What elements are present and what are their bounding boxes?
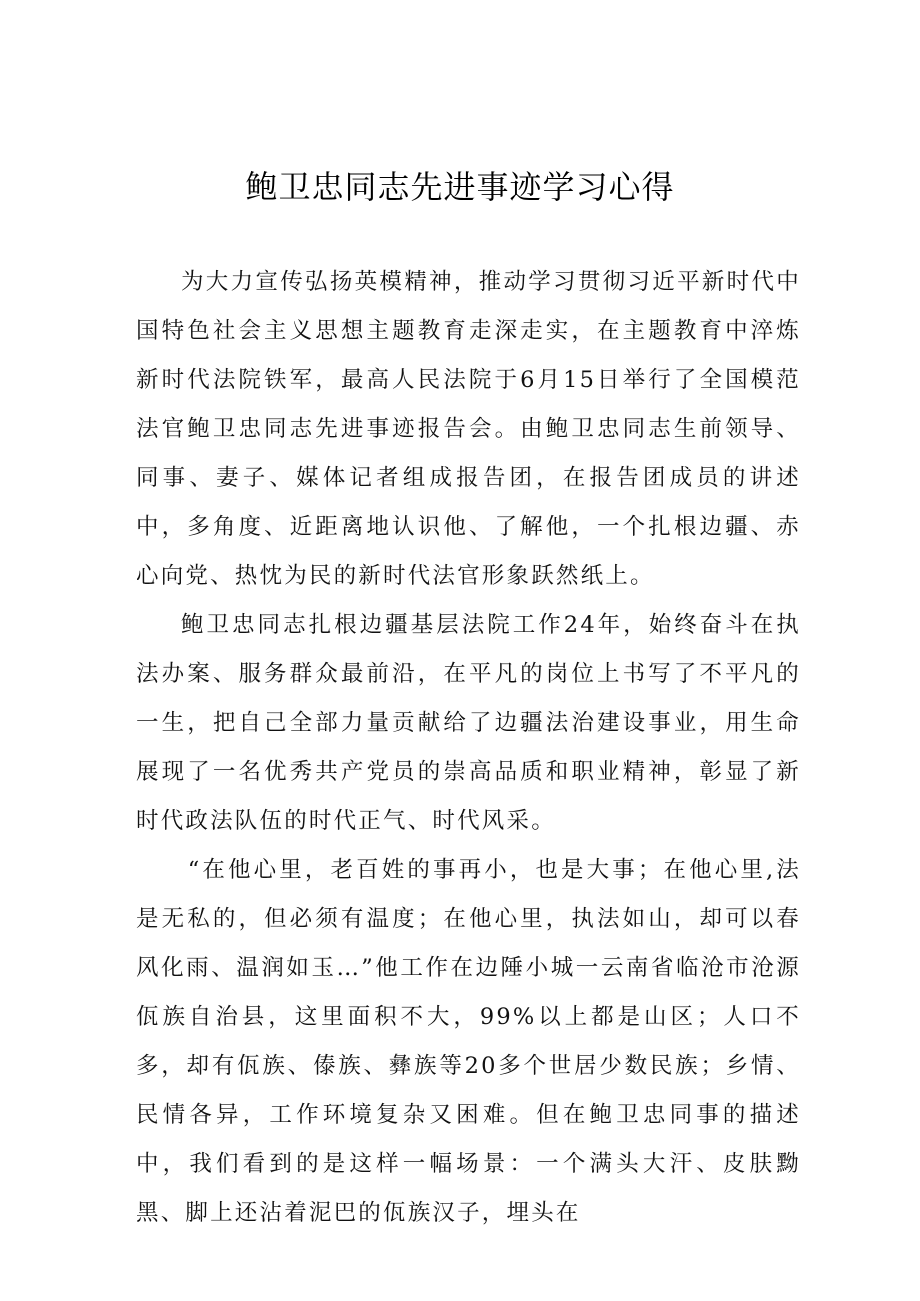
paragraph-quote: “在他心里，老百姓的事再小，也是大事；在他心里,法是无私的，但必须有温度；在他心里，执法如山，却可以春风化雨、温润如玉…”他工作在边陲小城一云南省临沧市沧源佤族自治县，这里面积不大，99%以上都是山区；人口不多，却有佤族、傣族、彝族等20多个世居少数民族；乡情、民情各异，工作环境复杂又困难。但在鲍卫忠同事的描述中，我们看到的是这样一幅场景：一个满头大汗、皮肤黝黑、脚上还沾着泥巴的佤族汉子，埋头在: [136, 857, 801, 1226]
document-body: [136, 258, 801, 1238]
paragraph-intro: 为大力宣传弘扬英模精神，推动学习贯彻习近平新时代中国特色社会主义思想主题教育走深走实，在主题教育中淬炼新时代法院铁军，最高人民法院于6月15日举行了全国模范法官鲍卫忠同志先进事迹报告会。由鲍卫忠同志生前领导、同事、妻子、媒体记者组成报告团，在报告团成员的讲述中，多角度、近距离地认识他、了解他，一个扎根边疆、赤心向党、热忱为民的新时代法官形象跃然纸上。: [136, 269, 801, 589]
paragraph-career: 鲍卫忠同志扎根边疆基层法院工作24年，始终奋斗在执法办案、服务群众最前沿，在平凡的岗位上书写了不平凡的一生，把自己全部力量贡献给了边疆法治建设事业，用生命展现了一名优秀共产党员的崇高品质和职业精神，彰显了新时代政法队伍的时代正气、时代风采。: [136, 612, 801, 834]
document-title: 鲍卫忠同志先进事迹学习心得: [245, 168, 675, 206]
